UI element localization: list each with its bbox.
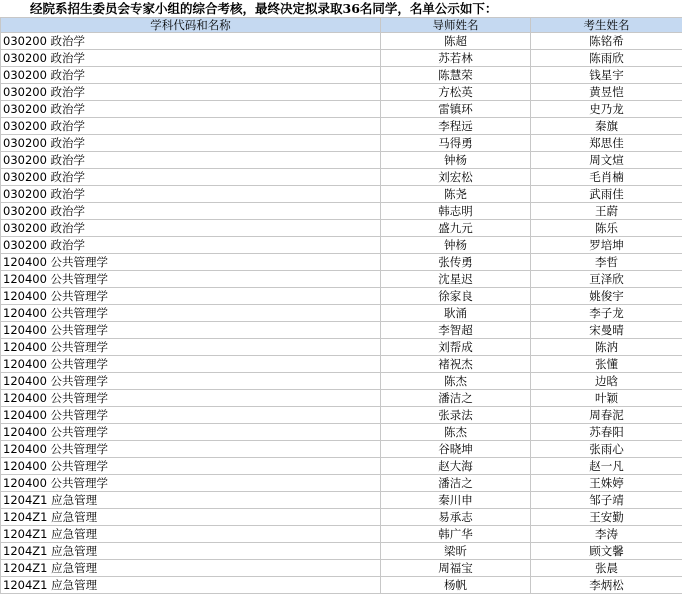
student-cell: 王姝婷 (531, 475, 682, 492)
subject-cell: 120400 公共管理学 (1, 475, 381, 492)
table-row (1, 254, 682, 271)
advisor-cell: 秦川申 (381, 492, 531, 509)
table-row (1, 339, 682, 356)
table-row (1, 509, 682, 526)
subject-cell: 1204Z1 应急管理 (1, 526, 381, 543)
table-row (1, 526, 682, 543)
header-subject: 学科代码和名称 (1, 18, 381, 33)
advisor-cell: 陈超 (381, 33, 531, 50)
table-row (1, 118, 682, 135)
student-cell: 亘泽欣 (531, 271, 682, 288)
student-cell: 叶颖 (531, 390, 682, 407)
student-cell: 毛肖楠 (531, 169, 682, 186)
subject-cell: 030200 政治学 (1, 203, 381, 220)
header-student: 考生姓名 (531, 18, 682, 33)
student-cell: 张雨心 (531, 441, 682, 458)
table-row (1, 84, 682, 101)
advisor-cell: 张录法 (381, 407, 531, 424)
student-cell: 宋曼晴 (531, 322, 682, 339)
intro-text: 经院系招生委员会专家小组的综合考核，最终决定拟录取36名同学，名单公示如下： (30, 1, 498, 16)
advisor-cell: 潘洁之 (381, 475, 531, 492)
table-row (1, 492, 682, 509)
table-header (1, 18, 682, 33)
subject-cell: 030200 政治学 (1, 101, 381, 118)
advisor-cell: 刘帮成 (381, 339, 531, 356)
table-row (1, 458, 682, 475)
student-cell: 钱星宇 (531, 67, 682, 84)
student-cell: 边晗 (531, 373, 682, 390)
table-row (1, 356, 682, 373)
subject-cell: 120400 公共管理学 (1, 271, 381, 288)
student-cell: 周春泥 (531, 407, 682, 424)
table-row (1, 169, 682, 186)
advisor-cell: 韩志明 (381, 203, 531, 220)
subject-cell: 120400 公共管理学 (1, 424, 381, 441)
student-cell: 李涛 (531, 526, 682, 543)
student-cell: 武雨佳 (531, 186, 682, 203)
student-cell: 史乃龙 (531, 101, 682, 118)
table-body (1, 33, 682, 594)
table-row (1, 407, 682, 424)
student-cell: 王安勤 (531, 509, 682, 526)
advisor-cell: 雷镇环 (381, 101, 531, 118)
subject-cell: 030200 政治学 (1, 169, 381, 186)
subject-cell: 1204Z1 应急管理 (1, 492, 381, 509)
admission-table (0, 17, 682, 594)
table-row (1, 220, 682, 237)
advisor-cell: 沈星迟 (381, 271, 531, 288)
advisor-cell: 张传勇 (381, 254, 531, 271)
table-row (1, 305, 682, 322)
student-cell: 李子龙 (531, 305, 682, 322)
student-cell: 陈铭希 (531, 33, 682, 50)
table-row (1, 186, 682, 203)
student-cell: 周文煊 (531, 152, 682, 169)
student-cell: 邹子靖 (531, 492, 682, 509)
advisor-cell: 周福宝 (381, 560, 531, 577)
table-row (1, 152, 682, 169)
subject-cell: 120400 公共管理学 (1, 322, 381, 339)
subject-cell: 1204Z1 应急管理 (1, 543, 381, 560)
student-cell: 罗培坤 (531, 237, 682, 254)
subject-cell: 030200 政治学 (1, 50, 381, 67)
table-row (1, 577, 682, 594)
advisor-cell: 易承志 (381, 509, 531, 526)
table-row (1, 560, 682, 577)
subject-cell: 030200 政治学 (1, 152, 381, 169)
subject-cell: 030200 政治学 (1, 237, 381, 254)
advisor-cell: 马得勇 (381, 135, 531, 152)
subject-cell: 120400 公共管理学 (1, 390, 381, 407)
subject-cell: 120400 公共管理学 (1, 373, 381, 390)
student-cell: 苏春阳 (531, 424, 682, 441)
subject-cell: 120400 公共管理学 (1, 288, 381, 305)
table-row (1, 322, 682, 339)
student-cell: 李炳松 (531, 577, 682, 594)
subject-cell: 1204Z1 应急管理 (1, 509, 381, 526)
advisor-cell: 陈杰 (381, 373, 531, 390)
advisor-cell: 韩广华 (381, 526, 531, 543)
table-row (1, 543, 682, 560)
subject-cell: 030200 政治学 (1, 67, 381, 84)
student-cell: 王蔚 (531, 203, 682, 220)
student-cell: 黄昱恺 (531, 84, 682, 101)
table-row (1, 390, 682, 407)
student-cell: 顾文馨 (531, 543, 682, 560)
table-row (1, 424, 682, 441)
advisor-cell: 刘宏松 (381, 169, 531, 186)
student-cell: 秦旗 (531, 118, 682, 135)
table-row (1, 101, 682, 118)
advisor-cell: 钟杨 (381, 237, 531, 254)
advisor-cell: 陈尧 (381, 186, 531, 203)
advisor-cell: 李程远 (381, 118, 531, 135)
subject-cell: 030200 政治学 (1, 220, 381, 237)
advisor-cell: 盛九元 (381, 220, 531, 237)
table-row (1, 271, 682, 288)
subject-cell: 1204Z1 应急管理 (1, 560, 381, 577)
advisor-cell: 苏若林 (381, 50, 531, 67)
student-cell: 张晨 (531, 560, 682, 577)
subject-cell: 120400 公共管理学 (1, 407, 381, 424)
subject-cell: 1204Z1 应急管理 (1, 577, 381, 594)
table-row (1, 475, 682, 492)
advisor-cell: 潘洁之 (381, 390, 531, 407)
table-row (1, 373, 682, 390)
subject-cell: 120400 公共管理学 (1, 305, 381, 322)
student-cell: 姚俊宇 (531, 288, 682, 305)
advisor-cell: 方松英 (381, 84, 531, 101)
table-row (1, 50, 682, 67)
student-cell: 郑思佳 (531, 135, 682, 152)
table-row (1, 237, 682, 254)
advisor-cell: 谷晓坤 (381, 441, 531, 458)
subject-cell: 030200 政治学 (1, 186, 381, 203)
table-row (1, 33, 682, 50)
advisor-cell: 钟杨 (381, 152, 531, 169)
header-advisor: 导师姓名 (381, 18, 531, 33)
advisor-cell: 徐家良 (381, 288, 531, 305)
student-cell: 陈乐 (531, 220, 682, 237)
advisor-cell: 褚祝杰 (381, 356, 531, 373)
advisor-cell: 耿涌 (381, 305, 531, 322)
student-cell: 赵一凡 (531, 458, 682, 475)
subject-cell: 120400 公共管理学 (1, 441, 381, 458)
student-cell: 李哲 (531, 254, 682, 271)
subject-cell: 030200 政治学 (1, 33, 381, 50)
subject-cell: 120400 公共管理学 (1, 356, 381, 373)
student-cell: 张懂 (531, 356, 682, 373)
student-cell: 陈雨欣 (531, 50, 682, 67)
table-row (1, 203, 682, 220)
table-row (1, 67, 682, 84)
table-row (1, 135, 682, 152)
advisor-cell: 李智超 (381, 322, 531, 339)
table-row (1, 441, 682, 458)
advisor-cell: 梁昕 (381, 543, 531, 560)
advisor-cell: 赵大海 (381, 458, 531, 475)
subject-cell: 120400 公共管理学 (1, 458, 381, 475)
subject-cell: 030200 政治学 (1, 135, 381, 152)
subject-cell: 120400 公共管理学 (1, 339, 381, 356)
table-row (1, 288, 682, 305)
student-cell: 陈汭 (531, 339, 682, 356)
advisor-cell: 杨帆 (381, 577, 531, 594)
advisor-cell: 陈杰 (381, 424, 531, 441)
subject-cell: 030200 政治学 (1, 84, 381, 101)
subject-cell: 030200 政治学 (1, 118, 381, 135)
header-row (1, 18, 682, 33)
advisor-cell: 陈慧荣 (381, 67, 531, 84)
subject-cell: 120400 公共管理学 (1, 254, 381, 271)
